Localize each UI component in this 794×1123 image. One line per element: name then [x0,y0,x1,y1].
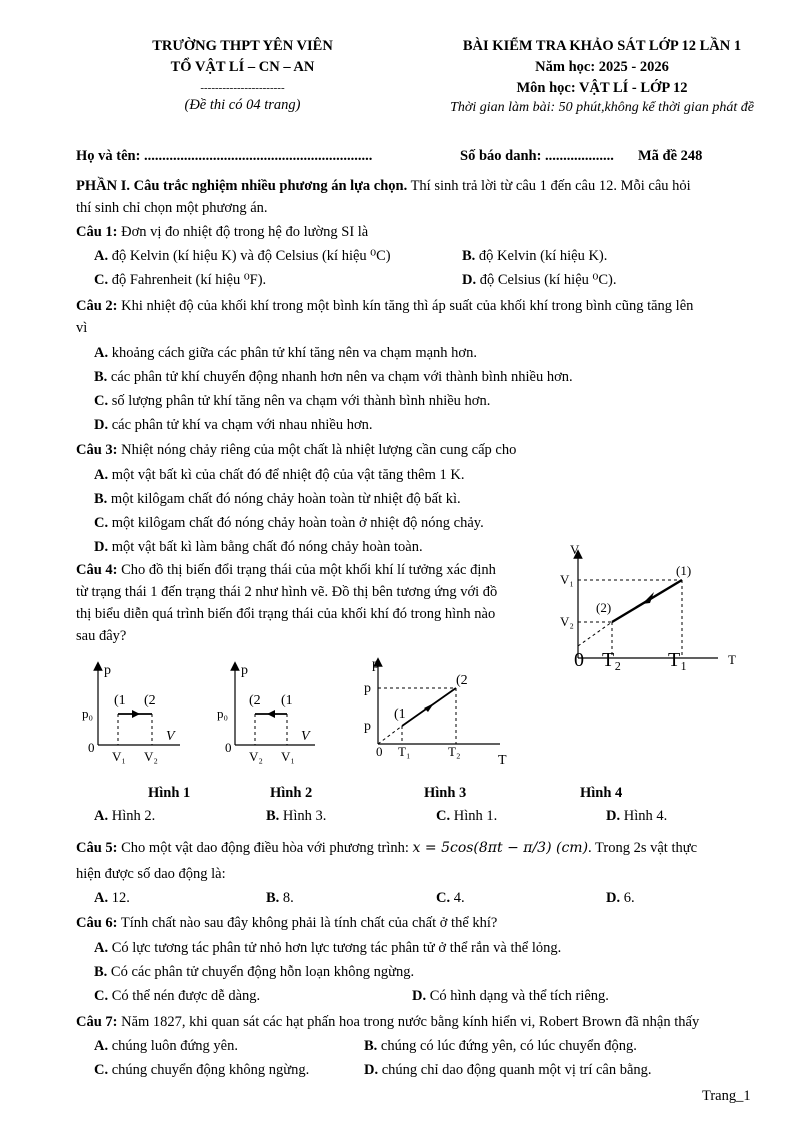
question-7 [76,1012,699,1032]
option-letter: A. [94,890,109,906]
option-letter: D. [462,272,477,288]
option-letter: C. [94,515,109,531]
state-1-label: (1 [281,693,293,708]
school-name: TRƯỜNG THPT YÊN VIÊN [152,38,333,54]
state-2-label: (2 [249,693,261,708]
option-letter: D. [606,890,621,906]
v2-label: V₂ [249,749,263,764]
figure-4-caption: Hình 4 [580,785,623,801]
question-number: Câu 1: [76,224,118,240]
option-text: độ Kelvin (kí hiệu K) và độ Celsius (kí hiệu ⁰C) [111,248,391,264]
q1-option-b[interactable] [462,246,607,266]
q6-option-d[interactable] [412,986,609,1006]
question-2-cont: vì [76,320,88,336]
option-text: Hình 1. [453,808,498,824]
v1-label: V₁ [560,572,574,587]
q5-option-c[interactable] [436,888,465,908]
q3-option-d[interactable] [94,537,423,557]
option-text: Hình 2. [111,808,156,824]
option-letter: B. [94,369,108,385]
question-number: Câu 2: [76,298,118,314]
option-text: khoảng cách giữa các phân tử khí tăng nên va chạm mạnh hơn. [111,345,477,361]
origin-label: 0 [88,740,95,755]
question-number: Câu 6: [76,915,118,931]
origin-label: 0 [225,740,232,755]
q2-option-c[interactable] [94,391,490,411]
option-text: độ Celsius (kí hiệu ⁰C). [479,272,617,288]
q6-option-b[interactable] [94,962,414,982]
q2-option-a[interactable] [94,343,477,363]
question-4-cont-1: từ trạng thái 1 đến trạng thái 2 như hình vẽ. Đồ thị bên tương ứng với đồ [76,584,498,600]
option-letter: A. [94,940,109,956]
vt-graph [550,540,750,675]
time-note: Thời gian làm bài: 50 phút,không kể thời gian phát đề [450,100,754,115]
question-2 [76,296,693,316]
question-number: Câu 5: [76,840,118,856]
option-letter: A. [94,467,109,483]
state-1-label: (1) [676,563,692,578]
state-2-label: (2) [596,600,612,615]
t2-label: T₂ [448,744,461,759]
option-text: độ Kelvin (kí hiệu K). [478,248,608,264]
option-text: 12. [111,890,130,906]
option-letter: B. [266,808,280,824]
q4-option-c[interactable] [436,806,497,826]
figure-1 [80,660,185,765]
figure-3-caption: Hình 3 [424,785,467,801]
q1-option-a[interactable] [94,246,391,266]
option-text: một kilôgam chất đó nóng chảy hoàn toàn ở nhiệt độ nóng chảy. [111,515,484,531]
option-text: 4. [453,890,465,906]
question-6 [76,913,497,933]
t2-label: T₂ [602,649,622,671]
axis-v-label: V [166,729,175,744]
option-letter: D. [606,808,621,824]
q5-option-d[interactable] [606,888,635,908]
option-text: 6. [623,890,635,906]
question-text-tail: . Trong 2s vật thực [588,840,698,856]
q1-option-d[interactable] [462,270,616,290]
v1-label: V₁ [281,749,295,764]
page-number: Trang_1 [702,1088,751,1104]
option-letter: B. [266,890,280,906]
option-letter: A. [94,248,109,264]
p0-label: p₀ [217,706,229,721]
option-letter: C. [436,808,451,824]
exam-code: Mã đề 248 [638,148,703,164]
question-1 [76,222,368,242]
q4-option-a[interactable] [94,806,155,826]
option-letter: C. [94,988,109,1004]
formula: x = 5cos(8πt − π/3) (cm) [412,840,589,856]
part1-title: PHẦN I. Câu trắc nghiệm nhiều phương án lựa chọn. [76,178,408,194]
q7-option-c[interactable] [94,1060,309,1080]
t1-label: T₁ [668,649,688,671]
origin-label: 0 [574,649,584,671]
q5-option-b[interactable] [266,888,294,908]
question-4-cont-3: sau đây? [76,628,127,644]
origin-label: 0 [376,744,383,759]
option-letter: A. [94,808,109,824]
question-4-cont-2: thị biểu diễn quá trình biến đổi trạng thái của khối khí đó trong hình nào [76,606,496,622]
state-1-label: (1 [394,707,406,722]
question-3 [76,440,516,460]
axis-p-label: p [241,663,248,678]
school-year: Năm học: 2025 - 2026 [535,59,669,75]
t1-label: T₁ [398,744,411,759]
p-low-label: p [364,719,371,734]
state-1-label: (1 [114,693,126,708]
question-number: Câu 4: [76,562,118,578]
option-letter: C. [94,272,109,288]
option-text: chúng luôn đứng yên. [111,1038,238,1054]
q4-option-b[interactable] [266,806,326,826]
option-letter: B. [364,1038,378,1054]
option-letter: A. [94,345,109,361]
option-text: một vật bất kì của chất đó để nhiệt độ của vật tăng thêm 1 K. [111,467,465,483]
question-text: Khi nhiệt độ của khối khí trong một bình kín tăng thì áp suất của khối khí trong bình cũng tăng lên [117,298,694,314]
v1-label: V₁ [112,749,126,764]
option-text: Có hình dạng và thể tích riêng. [429,988,609,1004]
axis-p-label: p [372,657,379,672]
question-text: Đơn vị đo nhiệt độ trong hệ đo lường SI là [117,224,369,240]
option-letter: A. [94,1038,109,1054]
figure-2 [215,660,320,765]
exam-title: BÀI KIỂM TRA KHẢO SÁT LỚP 12 LẦN 1 [462,38,742,54]
option-text: Có thể nén được dễ dàng. [111,988,261,1004]
q3-option-a[interactable] [94,465,464,485]
axis-v-label: V [570,542,580,557]
question-text: Nhiệt nóng chảy riêng của một chất là nhiệt lượng cần cung cấp cho [117,442,517,458]
pages-note: (Đề thi có 04 trang) [184,97,301,113]
option-letter: B. [94,491,108,507]
question-number: Câu 3: [76,442,118,458]
option-text: chúng có lúc đứng yên, có lúc chuyển động. [380,1038,637,1054]
student-name-field: Họ và tên: ............................................................... [76,148,373,164]
q3-option-c[interactable] [94,513,484,533]
part1-heading [76,176,691,196]
q7-option-b[interactable] [364,1036,637,1056]
figure-1-caption: Hình 1 [148,785,191,801]
axis-t-label: T [498,753,507,768]
option-letter: B. [94,964,108,980]
option-text: các phân tử khí chuyển động nhanh hơn nên va chạm với thành bình nhiều hơn. [110,369,573,385]
option-text: Có lực tương tác phân tử nhỏ hơn lực tương tác phân tử ở thể rắn và thể lỏng. [111,940,562,956]
option-text: 8. [282,890,294,906]
option-letter: D. [94,417,109,433]
option-text: Có các phân tử chuyển động hỗn loạn không ngừng. [110,964,415,980]
option-letter: B. [462,248,476,264]
question-number: Câu 7: [76,1014,118,1030]
option-letter: C. [94,393,109,409]
header-divider: ----------------------- [200,82,285,94]
v2-label: V₂ [144,749,158,764]
axis-t-label: T [728,652,736,667]
option-text: Hình 3. [282,808,327,824]
q7-option-d[interactable] [364,1060,652,1080]
part1-desc-2: thí sinh chỉ chọn một phương án. [76,200,268,216]
option-letter: D. [364,1062,379,1078]
question-5 [76,838,697,858]
p0-label: p₀ [82,706,94,721]
option-letter: D. [412,988,427,1004]
figure-2-caption: Hình 2 [270,785,313,801]
option-text: chúng chỉ dao động quanh một vị trí cân bằng. [381,1062,652,1078]
question-4 [76,560,496,580]
student-id-field: Số báo danh: ................... [460,148,614,164]
question-5-cont: hiện được số dao động là: [76,866,226,882]
department-name: TỔ VẬT LÍ – CN – AN [170,59,315,75]
option-text: Hình 4. [623,808,668,824]
p-high-label: p [364,681,371,696]
figure-3 [362,656,512,768]
state-2-label: (2 [144,693,156,708]
question-text: Cho một vật dao động điều hòa với phương trình: [117,840,413,856]
q2-option-b[interactable] [94,367,573,387]
option-text: một kilôgam chất đó nóng chảy hoàn toàn từ nhiệt độ bất kì. [110,491,461,507]
q7-option-a[interactable] [94,1036,238,1056]
q2-option-d[interactable] [94,415,373,435]
question-text: Tính chất nào sau đây không phải là tính chất của chất ở thể khí? [117,915,498,931]
option-text: độ Fahrenheit (kí hiệu ⁰F). [111,272,267,288]
v2-label: V₂ [560,614,574,629]
subject: Môn học: VẬT LÍ - LỚP 12 [516,80,688,96]
q5-option-a[interactable] [94,888,130,908]
q3-option-b[interactable] [94,489,461,509]
state-2-label: (2 [456,673,468,688]
option-text: một vật bất kì làm bằng chất đó nóng chảy hoàn toàn. [111,539,423,555]
axis-p-label: p [104,663,111,678]
option-text: chúng chuyển động không ngừng. [111,1062,310,1078]
part1-desc: Thí sinh trả lời từ câu 1 đến câu 12. Mỗi câu hỏi [407,178,691,194]
q6-option-a[interactable] [94,938,561,958]
question-text: Năm 1827, khi quan sát các hạt phấn hoa trong nước bằng kính hiển vi, Robert Brown đã nhận thấy [117,1014,700,1030]
option-letter: D. [94,539,109,555]
q6-option-c[interactable] [94,986,260,1006]
option-text: các phân tử khí va chạm với nhau nhiều hơn. [111,417,373,433]
question-text: Cho đồ thị biến đổi trạng thái của một khối khí lí tưởng xác định [117,562,496,578]
option-letter: C. [436,890,451,906]
axis-v-label: V [301,729,310,744]
q1-option-c[interactable] [94,270,266,290]
q4-option-d[interactable] [606,806,667,826]
option-letter: C. [94,1062,109,1078]
option-text: số lượng phân tử khí tăng nên va chạm với thành bình nhiều hơn. [111,393,491,409]
